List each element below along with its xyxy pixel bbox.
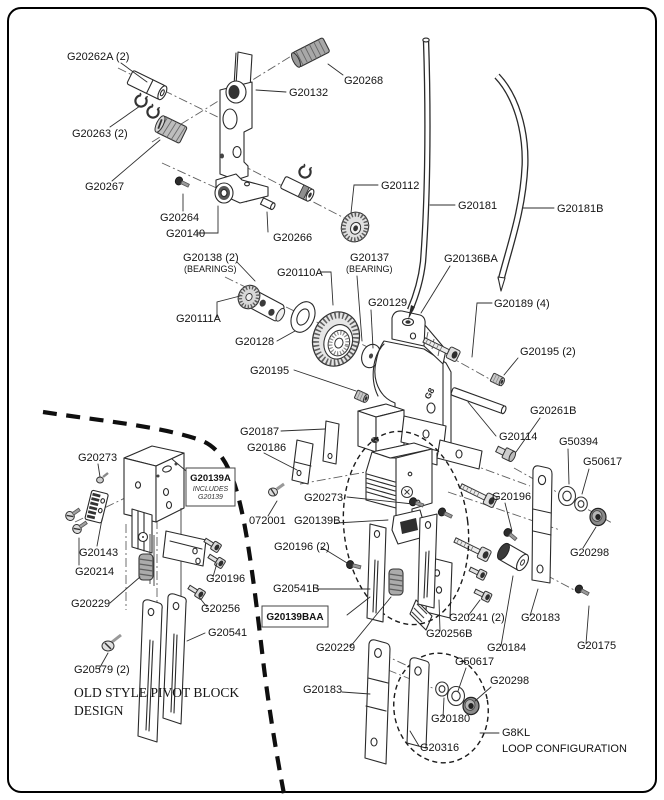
label-g20541b: G20541B (273, 583, 320, 595)
loop-caption-line2: LOOP CONFIGURATION (502, 743, 627, 755)
strip-g20183-bottom (365, 640, 390, 764)
spring-g20229-old (139, 554, 153, 580)
label-g20196-right: G20196 (492, 491, 532, 503)
label-g50617-right: G50617 (583, 456, 623, 468)
label-g20183-bottom: G20183 (303, 684, 343, 696)
label-g20579: G20579 (2) (74, 664, 130, 676)
label-g20183-right: G20183 (521, 612, 561, 624)
label-g20186: G20186 (247, 442, 287, 454)
washer-g50617-right (575, 497, 588, 511)
label-g20187: G20187 (240, 426, 280, 438)
label-g20181b: G20181B (557, 203, 604, 215)
label-g20267: G20267 (85, 181, 125, 193)
label-g20241: G20241 (2) (449, 612, 505, 624)
label-g20298-bottom: G20298 (490, 675, 530, 687)
label-072001: 072001 (249, 515, 286, 527)
label-g20112: G20112 (381, 180, 420, 192)
spring-g20229-new (389, 569, 403, 595)
old-style-caption-line2: DESIGN (74, 703, 124, 718)
casting-mark: G8 (422, 386, 437, 401)
label-g20114: G20114 (499, 431, 538, 443)
label-g20129: G20129 (368, 297, 408, 309)
label-g20138: G20138 (2) (183, 252, 239, 264)
boxed-label-g20139baa (262, 606, 328, 627)
label-g20189: G20189 (4) (494, 298, 550, 310)
box-g20139a-line2: INCLUDES (192, 486, 229, 493)
label-g20111a: G20111A (176, 313, 221, 325)
loop-caption-line1: G8KL (502, 727, 531, 739)
label-g20128: G20128 (235, 336, 275, 348)
label-g20256b: G20256B (426, 628, 473, 640)
label-g20137-sub: (BEARING) (346, 264, 393, 274)
label-g20196-2: G20196 (2) (274, 541, 330, 553)
label-g20184: G20184 (487, 642, 527, 654)
strip-g20187 (323, 421, 339, 464)
label-g20298-right: G20298 (570, 547, 610, 559)
label-g20263: G20263 (2) (72, 128, 128, 140)
boxed-label-g20139a (186, 468, 235, 506)
label-g20143: G20143 (79, 547, 119, 559)
label-g20262a: G20262A (2) (67, 51, 130, 63)
casting-side-block (358, 404, 404, 452)
strip-g20316 (407, 658, 429, 748)
label-g20180: G20180 (431, 713, 471, 725)
label-g20139b: G20139B (294, 515, 341, 527)
label-g20136ba: G20136BA (444, 253, 498, 265)
label-g20266: G20266 (273, 232, 313, 244)
label-g20140: G20140 (166, 228, 206, 240)
label-g20229-old: G20229 (71, 598, 111, 610)
label-g20261b: G20261B (530, 405, 577, 417)
label-g20273-old: G20273 (78, 452, 118, 464)
label-g50617-bottom: G50617 (455, 656, 495, 668)
washer-g20180 (436, 682, 449, 696)
label-g20256: G20256 (201, 603, 241, 615)
label-g20264: G20264 (160, 212, 200, 224)
label-g20138-sub: (BEARINGS) (184, 264, 237, 274)
label-g20196-old: G20196 (206, 573, 246, 585)
label-g20132: G20132 (289, 87, 329, 99)
washer-g50394 (559, 487, 576, 506)
label-g50394: G50394 (559, 436, 599, 448)
label-g20195: G20195 (250, 365, 290, 377)
label-g20268: G20268 (344, 75, 384, 87)
strip-g20183-right (532, 466, 552, 583)
box-g20139baa-text: G20139BAA (266, 612, 324, 623)
label-g20195-2: G20195 (2) (520, 346, 576, 358)
label-g20541: G20541 (208, 627, 248, 639)
label-g20175: G20175 (577, 640, 617, 652)
label-g20110a: G20110A (277, 267, 323, 279)
label-g20273-new: G20273 (304, 492, 344, 504)
box-g20139a-line3: G20139 (198, 494, 223, 501)
label-g20316: G20316 (420, 742, 460, 754)
washer-g50617-bottom (448, 687, 465, 706)
label-g20181: G20181 (458, 200, 498, 212)
bearing-g20140 (215, 183, 233, 203)
label-g20214: G20214 (75, 566, 115, 578)
label-g20229-new: G20229 (316, 642, 356, 654)
old-channel-piece (132, 509, 152, 553)
box-g20139a-line1: G20139A (190, 473, 231, 484)
nut-g20298-right (590, 508, 606, 525)
label-g20137: G20137 (350, 252, 390, 264)
old-style-caption-line1: OLD STYLE PIVOT BLOCK (74, 685, 240, 700)
